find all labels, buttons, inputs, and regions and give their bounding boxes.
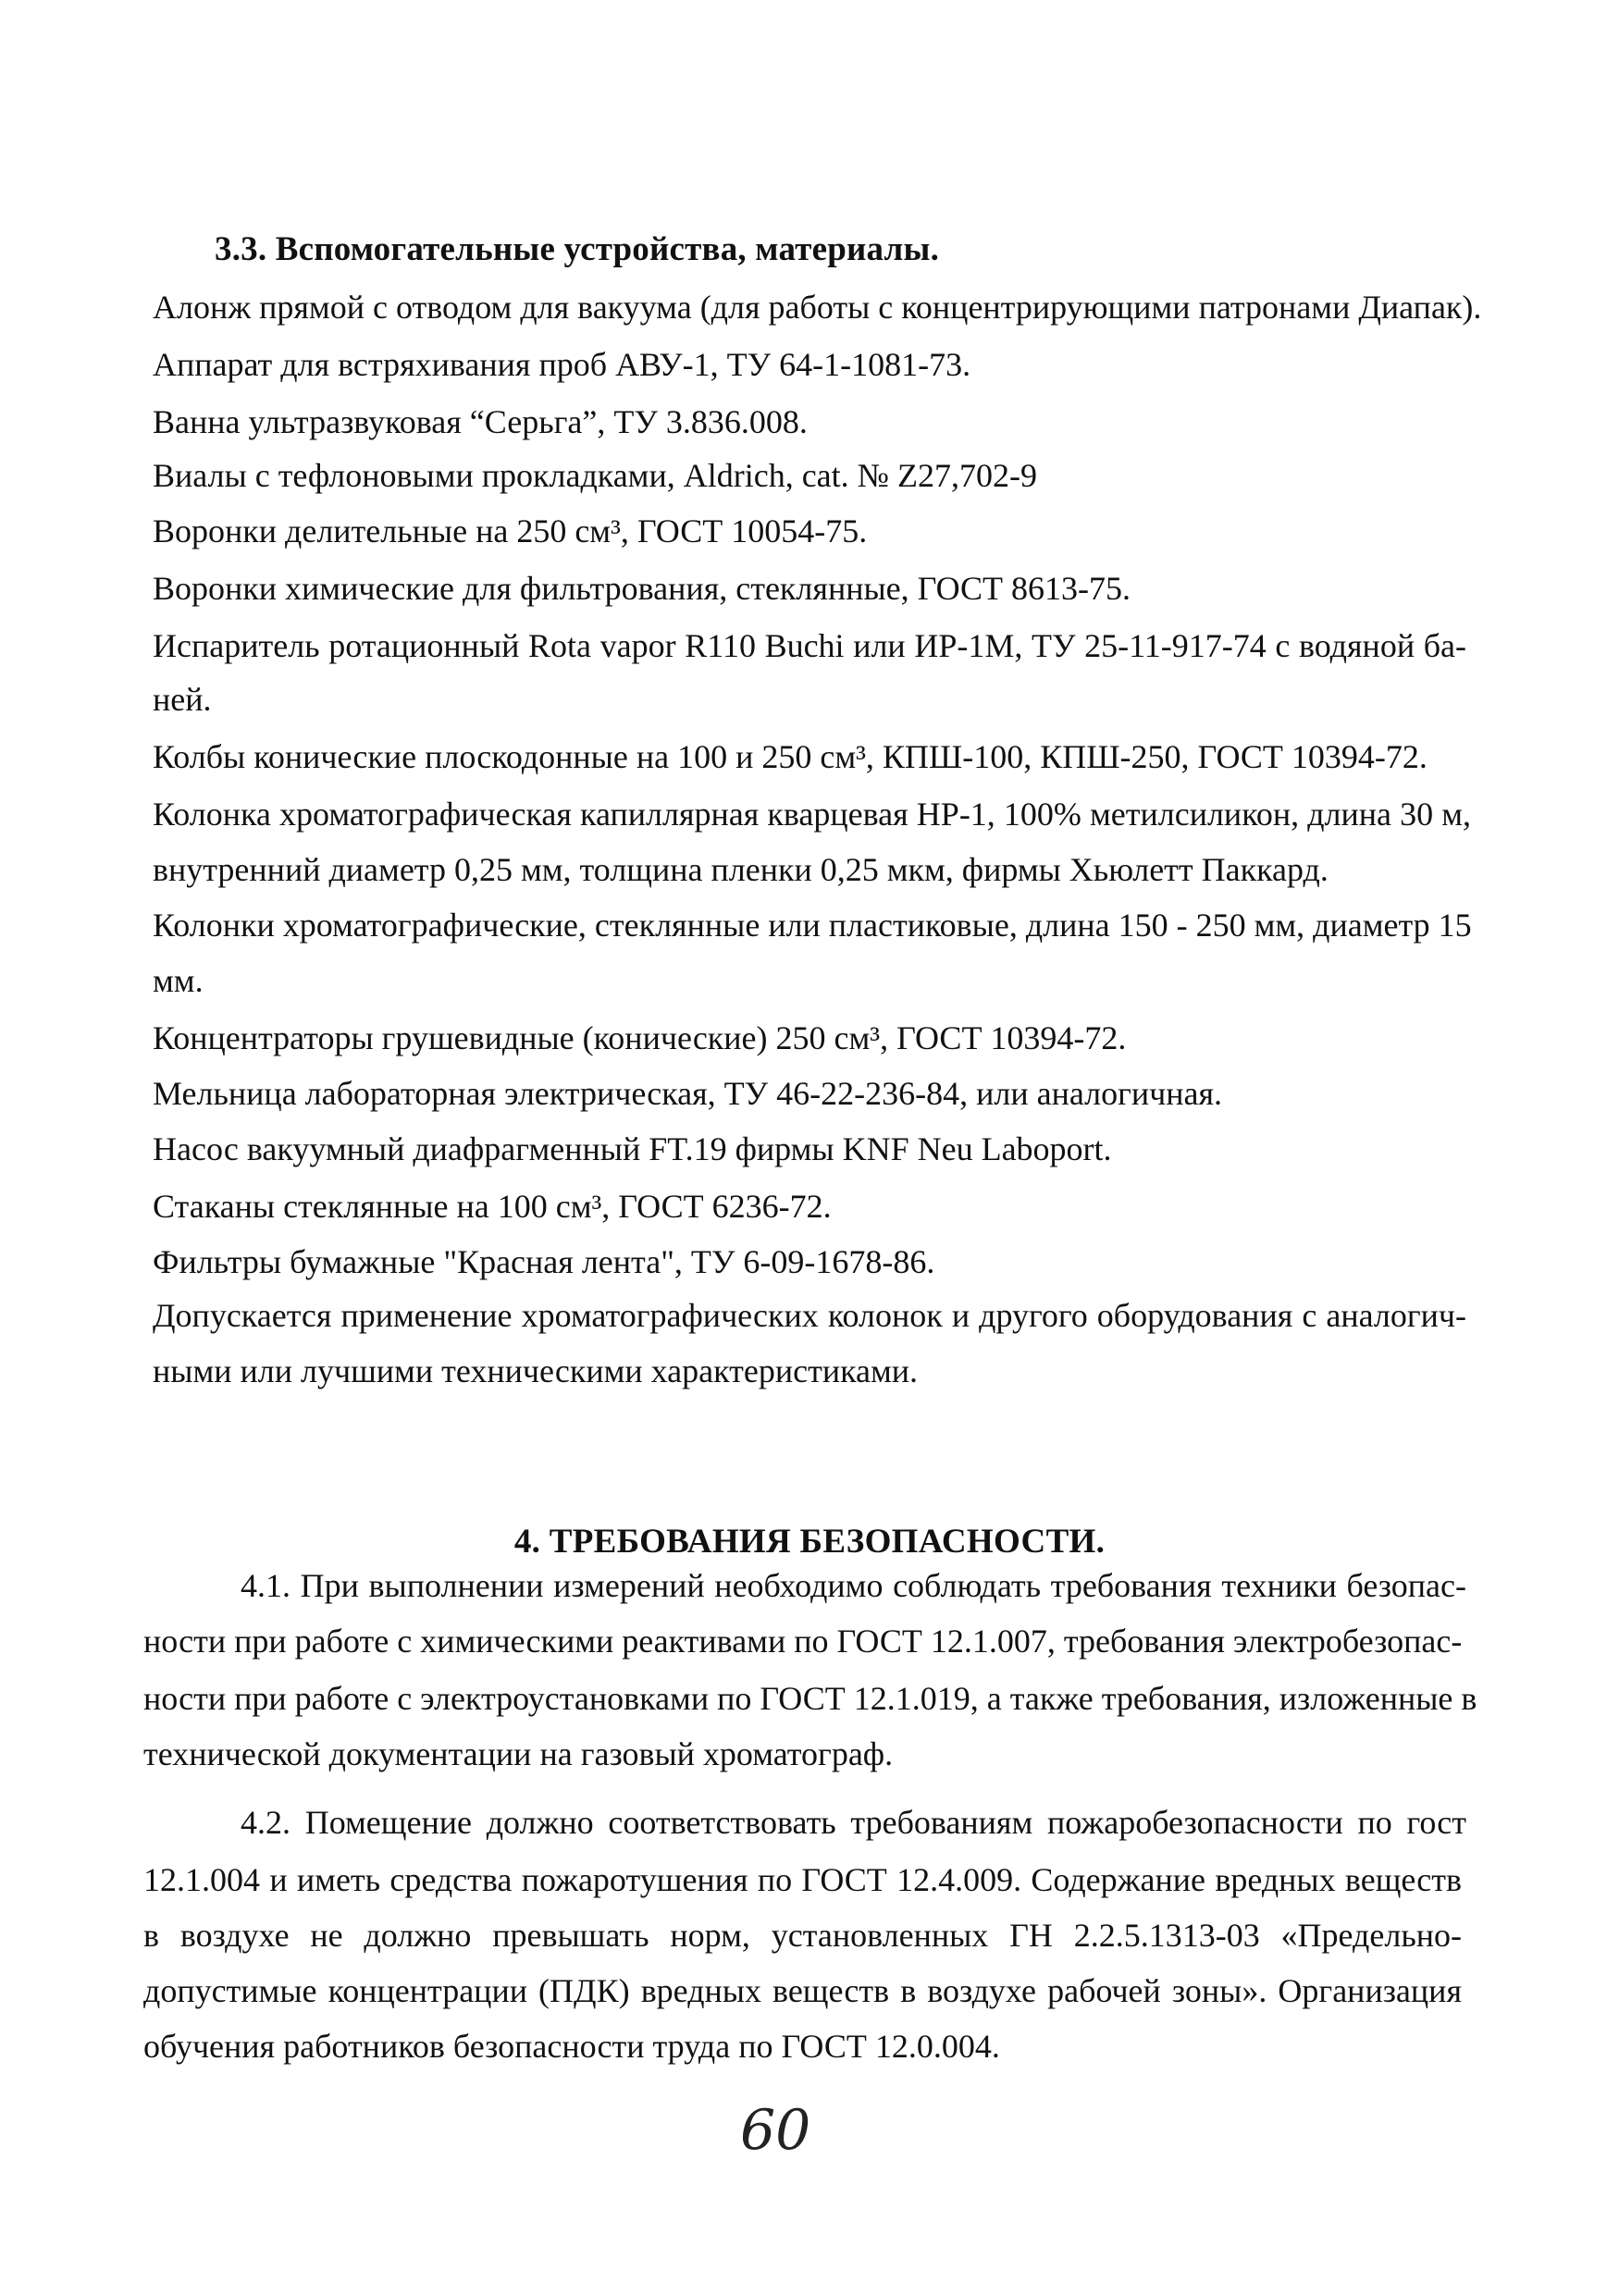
paragraph-line: в воздухе не должно превышать норм, установленных ГН 2.2.5.1313-03 «Предельно-: [143, 1917, 1462, 1954]
list-item: ней.: [153, 681, 212, 718]
list-item: Испаритель ротационный Rota vapor R110 Buchi или ИР-1М, ТУ 25-11-917-74 с водяной ба-: [153, 627, 1466, 664]
section-4-heading: 4. ТРЕБОВАНИЯ БЕЗОПАСНОСТИ.: [513, 1523, 1106, 1561]
paragraph-line: ности при работе с электроустановками по ГОСТ 12.1.019, а также требования, изложенные в: [143, 1680, 1477, 1717]
paragraph-line: ности при работе с химическими реактивами по ГОСТ 12.1.007, требования электробезопас-: [143, 1623, 1463, 1660]
paragraph-line: 12.1.004 и иметь средства пожаротушения по ГОСТ 12.4.009. Содержание вредных веществ: [143, 1861, 1462, 1898]
paragraph-line: технической документации на газовый хроматограф.: [143, 1735, 894, 1772]
list-item: Алонж прямой с отводом для вакуума (для работы с концентрирующими патронами Диапак).: [153, 289, 1482, 326]
list-item: Воронки химические для фильтрования, стеклянные, ГОСТ 8613-75.: [153, 570, 1131, 607]
list-item: Колонки хроматографические, стеклянные или пластиковые, длина 150 - 250 мм, диаметр 15: [153, 907, 1472, 944]
list-item: Фильтры бумажные "Красная лента", ТУ 6-09-1678-86.: [153, 1243, 935, 1280]
paragraph-line: допустимые концентрации (ПДК) вредных веществ в воздухе рабочей зоны». Организация: [143, 1972, 1462, 2009]
list-item: Мельница лабораторная электрическая, ТУ 46-22-236-84, или аналогичная.: [153, 1075, 1223, 1112]
list-item: Колонка хроматографическая капиллярная кварцевая HP-1, 100% метилсиликон, длина 30 м,: [153, 796, 1471, 833]
list-item: внутренний диаметр 0,25 мм, толщина пленки 0,25 мкм, фирмы Хьюлетт Паккард.: [153, 851, 1329, 888]
paragraph-line: 4.2. Помещение должно соответствовать требованиям пожаробезопасности по гост: [241, 1804, 1466, 1841]
list-item: ными или лучшими техническими характеристиками.: [153, 1352, 919, 1389]
paragraph-line: обучения работников безопасности труда по ГОСТ 12.0.004.: [143, 2028, 1000, 2065]
list-item: Воронки делительные на 250 см³, ГОСТ 10054-75.: [153, 512, 868, 549]
list-item: Аппарат для встряхивания проб АВУ-1, ТУ 64-1-1081-73.: [153, 346, 971, 383]
list-item: Виалы с тефлоновыми прокладками, Aldrich, cat. № Z27,702-9: [153, 457, 1037, 494]
page-number: 60: [740, 2098, 811, 2163]
section-3-3-heading: 3.3. Вспомогательные устройства, материалы.: [215, 230, 940, 268]
list-item: Концентраторы грушевидные (конические) 250 см³, ГОСТ 10394-72.: [153, 1019, 1127, 1056]
list-item: Насос вакуумный диафрагменный FT.19 фирмы KNF Neu Laboport.: [153, 1130, 1112, 1167]
paragraph-line: 4.1. При выполнении измерений необходимо соблюдать требования техники безопас-: [241, 1567, 1466, 1604]
list-item: Колбы конические плоскодонные на 100 и 250 см³, КПШ-100, КПШ-250, ГОСТ 10394-72.: [153, 738, 1427, 775]
list-item: Допускается применение хроматографических колонок и другого оборудования с аналогич-: [153, 1297, 1466, 1334]
list-item: мм.: [153, 962, 204, 999]
list-item: Стаканы стеклянные на 100 см³, ГОСТ 6236-72.: [153, 1188, 832, 1225]
list-item: Ванна ультразвуковая “Серьга”, ТУ 3.836.008.: [153, 403, 808, 440]
